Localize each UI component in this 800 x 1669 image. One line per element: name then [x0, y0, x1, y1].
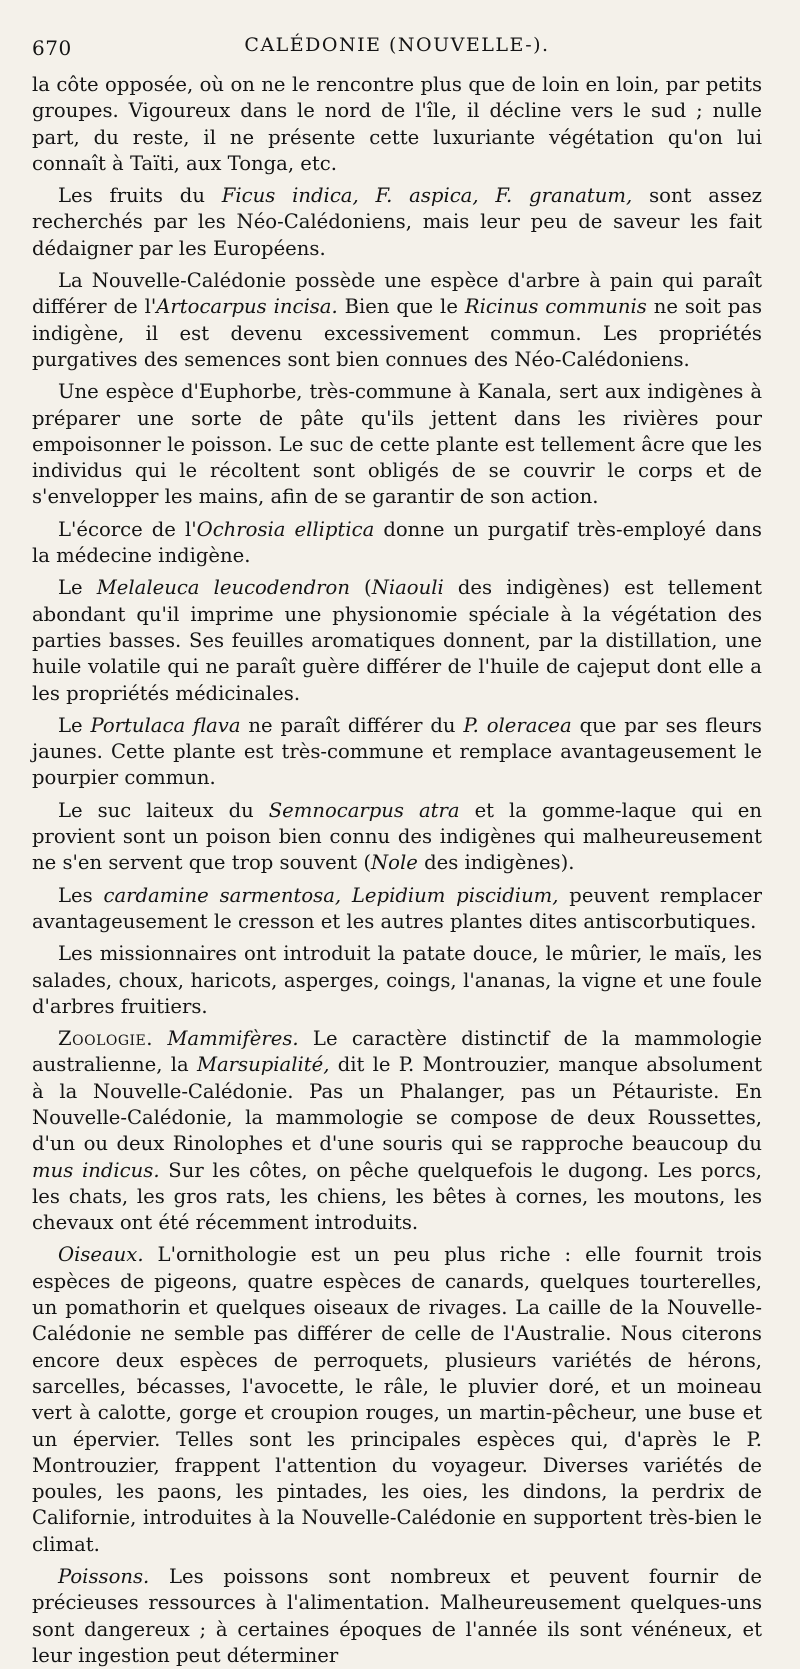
italic-term: Niaouli: [371, 576, 444, 600]
text-run: Le: [58, 576, 97, 600]
italic-term: mus indicus.: [32, 1158, 160, 1182]
text-run: Le: [58, 713, 91, 737]
paragraph: [32, 183, 762, 262]
italic-term: Nole: [371, 851, 418, 875]
italic-term: Ochrosia elliptica: [196, 517, 375, 541]
paragraph: [32, 798, 762, 877]
italic-term: Mammifères.: [167, 1027, 299, 1051]
text-run: Les fruits du: [58, 184, 222, 208]
text-run: Les missionnaires ont introduit la patate douce, le mûrier, le maïs, les salades, choux, haricots, asperges, coings, l'ananas, la vigne et une foule d'arbres fruitiers.: [32, 942, 762, 1018]
text-run: [153, 1027, 167, 1050]
italic-term: Ricinus communis: [464, 295, 647, 319]
text-run: Bien que le: [337, 295, 465, 319]
italic-term: Oiseaux.: [58, 1243, 144, 1267]
paragraph: [32, 883, 762, 936]
text-run: Les poissons sont nombreux et peuvent fournir de précieuses ressources à l'alimentation. Malheureusement quelques-uns sont dangereux ; à certaines époques de l'année ils sont vénéneux, et leur ingestion peut déterminer: [32, 1565, 762, 1667]
italic-term: Semnocarpus atra: [268, 798, 460, 822]
italic-term: Artocarpus incisa.: [156, 295, 338, 319]
text-run: la côte opposée, où on ne le rencontre plus que de loin en loin, par petits groupes. Vigoureux dans le nord de l'île, il décline vers le sud ; nulle part, du reste, il ne présente cette luxuriante végétation qu'on lui connaît à Taïti, aux Tonga, etc.: [32, 73, 762, 175]
text-run: Sur les côtes, on pêche quelquefois le dugong. Les porcs, les chats, les gros rats, les chiens, les bêtes à cornes, les moutons, les chevaux ont été récemment introduits.: [32, 1158, 762, 1235]
paragraph: [32, 379, 762, 510]
text-run: Une espèce d'Euphorbe, très-commune à Kanala, sert aux indigènes à préparer une sorte de pâte qu'ils jettent dans les rivières pour empoisonner le poisson. Le suc de cette plante est tellement âcre que les individus qui le récoltent sont obligés de se couvrir le corps et de s'envelopper les mains, afin de se garantir de son action.: [32, 380, 762, 509]
text-run: Les: [58, 883, 104, 907]
page-header: [32, 26, 762, 62]
paragraph: [32, 268, 762, 373]
text-run: L'ornithologie est un peu plus riche : elle fournit trois espèces de pigeons, quatre espèces de canards, quelques tourterelles, un pomathorin et quelques oiseaux de rivages. La caille de la Nouvelle-Calédonie ne semble pas différer de celle de l'Australie. Nous citerons encore deux espèces de perroquets, plusieurs variétés de hérons, sarcelles, bécasses, l'avocette, le râle, le pluvier doré, et un moineau vert à calotte, gorge et croupion rouges, un martin-pêcheur, une buse et un épervier. Telles sont les principales espèces qui, d'après le P. Montrouzier, frappent l'attention du voyageur. Diverses variétés de poules, les paons, les pintades, les oies, les dindons, la perdrix de Californie, introduites à la Nouvelle-Calédonie en supportent très-bien le climat.: [32, 1243, 762, 1556]
text-run: sont assez recherchés par les Néo-Calédoniens, mais leur peu de saveur les fait dédaigner par les Européens.: [32, 184, 762, 260]
text-run: (: [349, 576, 372, 600]
paragraph: [32, 941, 762, 1020]
text-run: donne un purgatif très-employé dans la médecine indigène.: [32, 517, 762, 568]
paragraph: [32, 1242, 762, 1558]
text-run: peuvent remplacer avantageusement le cresson et les autres plantes dites antiscorbutiques.: [32, 883, 762, 933]
italic-term: Marsupialité,: [196, 1053, 330, 1077]
section-heading: Zoologie.: [58, 1027, 154, 1051]
running-title: CALÉDONIE (NOUVELLE-).: [244, 34, 550, 56]
text-run: Le suc laiteux du: [58, 798, 269, 822]
italic-term: Poissons.: [58, 1565, 150, 1589]
text-run: des indigènes).: [417, 851, 575, 875]
italic-term: Melaleuca leucodendron: [96, 576, 350, 600]
text-run: L'écorce de l': [58, 517, 197, 541]
text-run: dit le P. Montrouzier, manque absolument à la Nouvelle-Calédonie. Pas un Phalanger, pas un Pétauriste. En Nouvelle-Calédonie, la mammologie se compose de deux Roussettes, d'un ou deux Rinolophes et d'une souris qui se rapproche beaucoup du: [32, 1053, 763, 1156]
paragraph: [32, 1564, 762, 1669]
text-run: des indigènes) est tellement abondant qu'il imprime une physionomie spéciale à la végétation des parties basses. Ses feuilles aromatiques donnent, par la distillation, une huile volatile qui ne paraît guère différer de l'huile de cajeput dont elle a les propriétés médicinales.: [32, 576, 762, 705]
paragraph: [32, 575, 762, 706]
text-run: ne soit pas indigène, il est devenu excessivement commun. Les propriétés purgatives des semences sont bien connues des Néo-Calédoniens.: [32, 295, 763, 371]
paragraph: [32, 713, 762, 792]
italic-term: cardamine sarmentosa, Lepidium piscidium,: [103, 883, 559, 907]
paragraph: [32, 1026, 762, 1236]
italic-term: Portulaca flava: [90, 713, 241, 737]
italic-term: Ficus indica, F. aspica, F. granatum,: [221, 184, 633, 208]
italic-term: P. oleracea: [463, 713, 572, 737]
paragraph: [32, 517, 762, 570]
text-run: La Nouvelle-Calédonie possède une espèce d'arbre à pain qui paraît différer de l': [32, 269, 762, 319]
text-run: Le caractère distinctif de la mammologie australienne, la: [32, 1027, 762, 1077]
text-run: ne paraît différer du: [240, 713, 464, 737]
paragraph: [32, 72, 762, 177]
page-number: 670: [32, 36, 72, 60]
body-text: [32, 72, 762, 1669]
text-run: que par ses fleurs jaunes. Cette plante est très-commune et remplace avantageusement le pourpier commun.: [32, 713, 762, 790]
text-run: et la gomme-laque qui en provient sont un poison bien connu des indigènes qui malheureusement ne s'en servent que trop souvent (: [32, 798, 762, 875]
